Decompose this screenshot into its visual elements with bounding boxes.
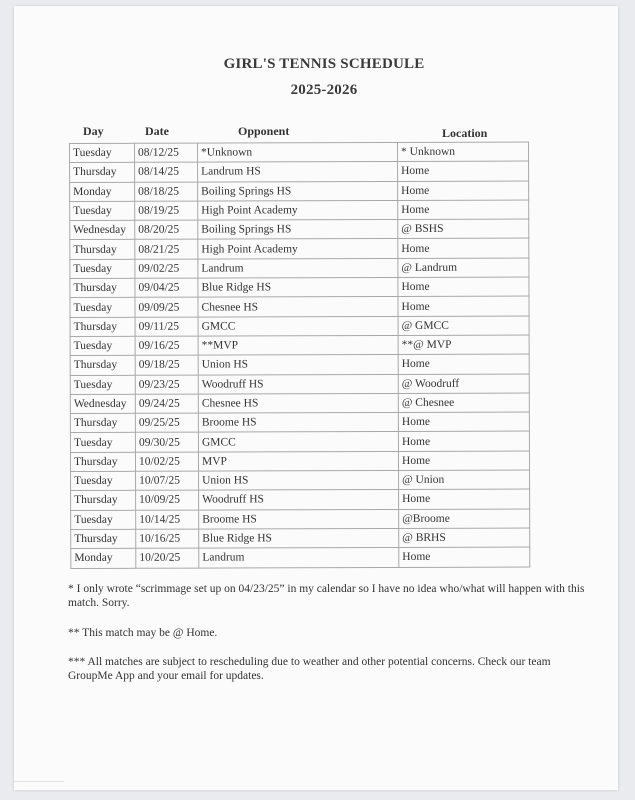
cell-date: 10/02/25 — [135, 452, 198, 471]
cell-opponent: Union HS — [198, 355, 398, 375]
column-header-opponent: Opponent — [238, 124, 290, 138]
cell-day: Tuesday — [70, 259, 135, 279]
table-row — [70, 451, 529, 472]
cell-day: Tuesday — [70, 336, 135, 356]
table-row — [70, 161, 529, 182]
cell-date: 10/16/25 — [136, 529, 199, 548]
cell-opponent: High Point Academy — [198, 200, 398, 220]
cell-date: 09/16/25 — [135, 336, 198, 355]
cell-opponent: Broome HS — [199, 509, 399, 529]
cell-opponent: Woodruff HS — [199, 490, 399, 510]
cell-date: 09/30/25 — [135, 433, 198, 452]
cell-opponent: High Point Academy — [198, 239, 398, 259]
table-row — [70, 200, 529, 221]
cell-date: 09/24/25 — [135, 394, 198, 413]
cell-location: @ Chesnee — [398, 393, 529, 413]
cell-day: Monday — [70, 182, 135, 202]
cell-date: 08/20/25 — [135, 220, 198, 239]
cell-opponent: Landrum — [198, 258, 398, 278]
cell-opponent: Boiling Springs HS — [198, 220, 398, 240]
cell-day: Tuesday — [70, 298, 135, 318]
cell-location: Home — [398, 181, 529, 201]
cell-location: @ BSHS — [398, 219, 529, 239]
cell-location: @Broome — [399, 509, 530, 529]
cell-location: Home — [398, 161, 529, 181]
table-row — [70, 374, 529, 395]
cell-opponent: Landrum HS — [198, 162, 398, 182]
cell-location: Home — [399, 547, 530, 567]
cell-location: @ Woodruff — [398, 374, 529, 394]
cell-day: Thursday — [71, 529, 136, 549]
note-rescheduling: *** All matches are subject to rescheduling due to weather and other potential concerns. Check our team GroupMe App and your email for updates. — [68, 656, 551, 682]
note-unknown-match: * I only wrote “scrimmage set up on 04/23/25” in my calendar so I have no idea who/what will happen with this match. Sorry. — [68, 583, 585, 609]
cell-opponent: Boiling Springs HS — [198, 181, 398, 201]
schedule-table-body — [70, 142, 530, 568]
cell-opponent: GMCC — [198, 432, 398, 452]
table-row — [71, 528, 530, 549]
cell-date: 10/20/25 — [136, 548, 199, 567]
cell-date: 09/04/25 — [135, 278, 198, 297]
cell-day: Thursday — [70, 452, 135, 472]
cell-opponent: MVP — [198, 451, 398, 471]
table-row — [70, 239, 529, 260]
cell-location: * Unknown — [397, 142, 528, 162]
cell-date: 10/09/25 — [136, 490, 199, 509]
cell-day: Monday — [71, 549, 136, 569]
cell-location: Home — [398, 451, 529, 471]
table-row — [70, 412, 529, 433]
season-title: 2025-2026 — [290, 82, 358, 98]
cell-location: @ Union — [399, 470, 530, 490]
table-row — [70, 181, 529, 202]
table-row — [71, 470, 530, 491]
column-header-location: Location — [442, 126, 488, 140]
page-edge-line — [14, 781, 64, 782]
cell-location: @ Landrum — [398, 258, 529, 278]
cell-day: Thursday — [70, 317, 135, 337]
cell-day: Tuesday — [70, 201, 135, 221]
document-title: GIRL'S TENNIS SCHEDULE — [223, 56, 425, 72]
cell-day: Tuesday — [70, 143, 135, 163]
cell-opponent: Blue Ridge HS — [198, 278, 398, 298]
table-row — [71, 547, 530, 568]
note-mvp-location: ** This match may be @ Home. — [68, 627, 218, 639]
table-row — [70, 354, 529, 375]
cell-opponent: Woodruff HS — [198, 374, 398, 394]
cell-day: Tuesday — [70, 433, 135, 453]
cell-day: Thursday — [71, 491, 136, 511]
cell-date: 09/11/25 — [135, 317, 198, 336]
cell-date: 08/14/25 — [135, 162, 198, 181]
cell-date: 09/02/25 — [135, 259, 198, 278]
cell-opponent: *Unknown — [198, 142, 398, 162]
table-row — [70, 142, 529, 163]
table-row — [70, 335, 529, 356]
cell-opponent: Landrum — [199, 548, 399, 568]
cell-date: 08/12/25 — [135, 143, 198, 162]
table-row — [70, 393, 529, 414]
cell-date: 08/19/25 — [135, 201, 198, 220]
cell-location: Home — [398, 354, 529, 374]
cell-day: Thursday — [70, 278, 135, 298]
table-row — [70, 296, 529, 317]
cell-day: Tuesday — [71, 510, 136, 530]
cell-day: Tuesday — [71, 471, 136, 491]
cell-date: 09/18/25 — [135, 355, 198, 374]
table-row — [70, 316, 529, 337]
cell-date: 08/21/25 — [135, 240, 198, 259]
table-row — [70, 258, 529, 279]
cell-opponent: Chesnee HS — [198, 297, 398, 317]
column-header-date: Date — [145, 124, 169, 138]
cell-location: Home — [398, 277, 529, 297]
cell-day: Thursday — [70, 240, 135, 260]
cell-opponent: GMCC — [198, 316, 398, 336]
table-row — [70, 277, 529, 298]
cell-location: @ GMCC — [398, 316, 529, 336]
cell-day: Tuesday — [70, 375, 135, 395]
cell-day: Thursday — [70, 163, 135, 183]
cell-location: Home — [398, 432, 529, 452]
cell-location: **@ MVP — [398, 335, 529, 355]
cell-date: 10/07/25 — [136, 471, 199, 490]
cell-opponent: **MVP — [198, 335, 398, 355]
cell-opponent: Chesnee HS — [198, 393, 398, 413]
table-row — [70, 219, 529, 240]
cell-opponent: Blue Ridge HS — [199, 528, 399, 548]
cell-opponent: Broome HS — [198, 413, 398, 433]
table-row — [71, 509, 530, 530]
table-row — [71, 489, 530, 510]
cell-date: 09/23/25 — [135, 375, 198, 394]
cell-location: Home — [399, 489, 530, 509]
cell-opponent: Union HS — [199, 471, 399, 491]
cell-day: Wednesday — [70, 220, 135, 240]
cell-day: Wednesday — [70, 394, 135, 414]
cell-location: Home — [398, 296, 529, 316]
cell-date: 08/18/25 — [135, 182, 198, 201]
schedule-page — [14, 6, 618, 790]
cell-date: 10/14/25 — [136, 510, 199, 529]
column-header-day: Day — [83, 124, 104, 138]
cell-location: @ BRHS — [399, 528, 530, 548]
cell-day: Thursday — [70, 356, 135, 376]
cell-location: Home — [398, 239, 529, 259]
table-row — [70, 432, 529, 453]
cell-date: 09/25/25 — [135, 413, 198, 432]
cell-date: 09/09/25 — [135, 297, 198, 316]
schedule-table — [69, 142, 530, 569]
cell-day: Thursday — [70, 413, 135, 433]
cell-location: Home — [398, 200, 529, 220]
cell-location: Home — [398, 412, 529, 432]
